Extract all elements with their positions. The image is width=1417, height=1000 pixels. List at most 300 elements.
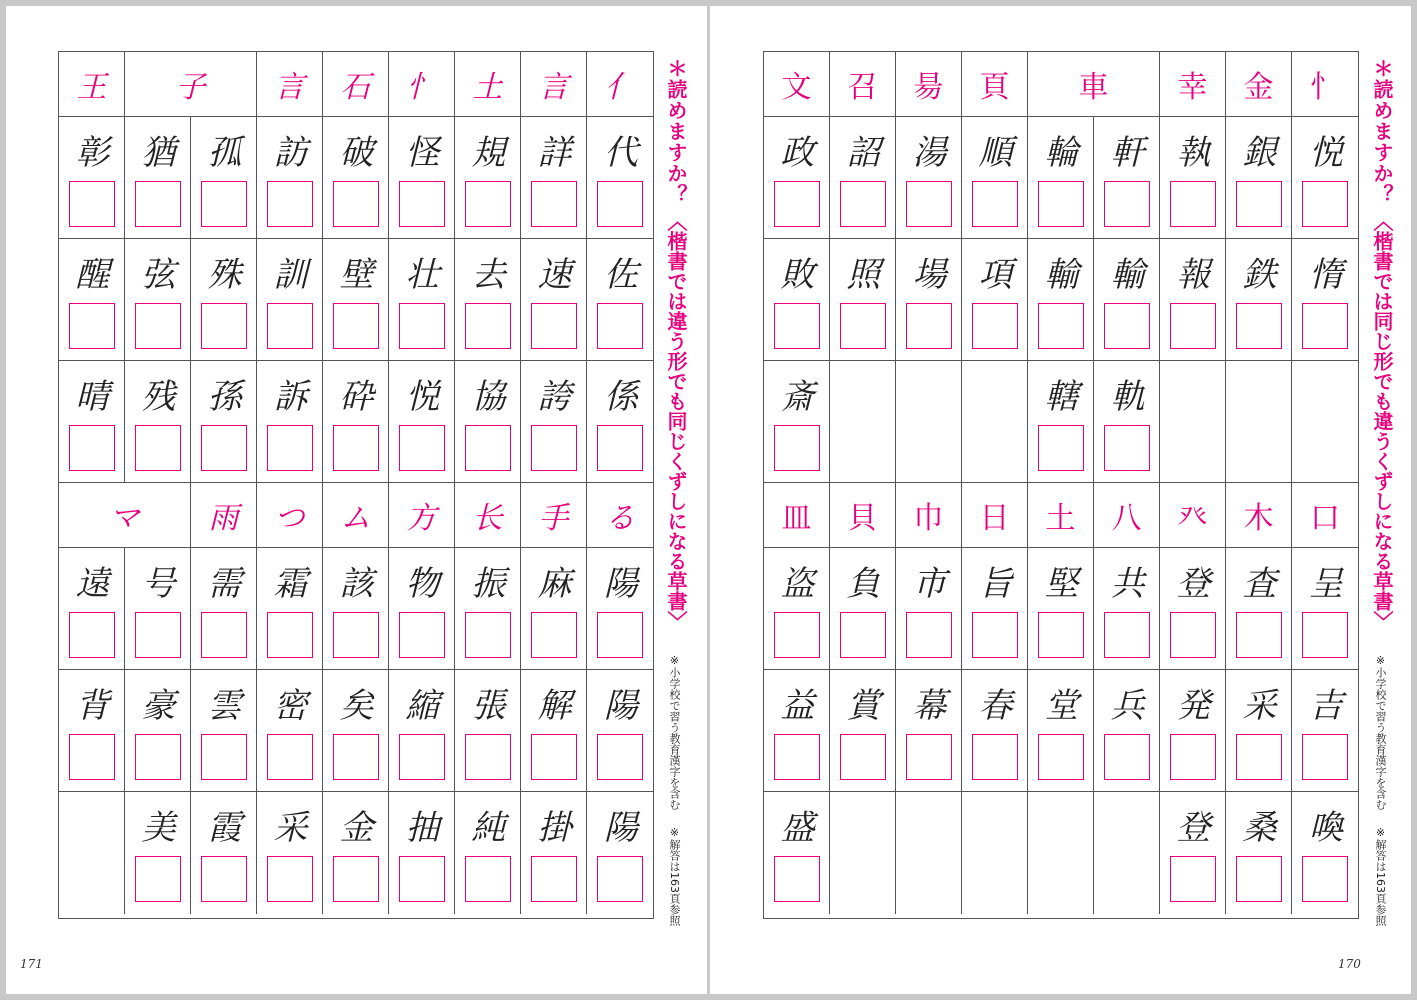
practice-cell	[191, 792, 257, 914]
answer-box[interactable]	[906, 734, 952, 780]
radical-header: 巾	[896, 483, 962, 548]
answer-box[interactable]	[1302, 612, 1348, 658]
practice-cell	[257, 792, 323, 914]
practice-cell	[521, 361, 587, 483]
practice-cell	[1292, 361, 1358, 483]
sosho-character: 幕	[912, 686, 945, 726]
practice-cell	[257, 548, 323, 670]
sosho-character: 鉄	[1242, 255, 1275, 295]
answer-box[interactable]	[1236, 734, 1282, 780]
answer-box[interactable]	[597, 425, 643, 471]
practice-cell	[323, 117, 389, 239]
practice-cell	[323, 548, 389, 670]
answer-box[interactable]	[1302, 181, 1348, 227]
practice-cell	[764, 239, 830, 361]
answer-box[interactable]	[1038, 734, 1084, 780]
practice-cell	[455, 792, 521, 914]
practice-cell	[389, 548, 455, 670]
sosho-character: 詔	[846, 133, 879, 173]
sosho-character: 該	[339, 564, 372, 604]
sosho-character: 陽	[604, 808, 636, 848]
sosho-character: 殊	[207, 255, 240, 295]
practice-cell	[521, 548, 587, 670]
practice-cell	[1292, 670, 1358, 792]
sosho-character: 項	[978, 255, 1011, 295]
practice-cell	[1028, 239, 1094, 361]
sosho-character: 協	[471, 377, 504, 417]
sosho-character: 采	[273, 808, 306, 848]
practice-cell	[1094, 792, 1160, 914]
answer-box[interactable]	[1236, 181, 1282, 227]
answer-box[interactable]	[774, 856, 820, 902]
right-page	[710, 6, 1411, 994]
practice-cell	[323, 361, 389, 483]
answer-box[interactable]	[531, 303, 577, 349]
radical-header: 方	[389, 483, 455, 548]
answer-box[interactable]	[267, 856, 313, 902]
practice-cell	[1226, 117, 1292, 239]
sosho-character: 孤	[207, 133, 240, 173]
sosho-character: 猶	[141, 133, 174, 173]
answer-box[interactable]	[201, 612, 247, 658]
sosho-character: 吉	[1309, 686, 1341, 726]
sosho-character: 兵	[1110, 686, 1143, 726]
practice-cell	[1226, 792, 1292, 914]
answer-box[interactable]	[1038, 612, 1084, 658]
answer-box[interactable]	[399, 303, 445, 349]
answer-box[interactable]	[465, 425, 511, 471]
radical-header: 王	[59, 52, 125, 117]
sosho-character: 輸	[1044, 255, 1077, 295]
sosho-character: 張	[471, 686, 504, 726]
sosho-character: 斎	[780, 377, 813, 417]
radical-header: 召	[830, 52, 896, 117]
practice-cell	[125, 239, 191, 361]
answer-box[interactable]	[840, 612, 886, 658]
sosho-character: 怪	[405, 133, 438, 173]
sosho-character: 軌	[1110, 377, 1143, 417]
sosho-character: 需	[207, 564, 240, 604]
sosho-character: 益	[780, 686, 813, 726]
practice-cell	[125, 117, 191, 239]
sosho-character: 背	[75, 686, 108, 726]
sosho-character: 純	[471, 808, 504, 848]
answer-box[interactable]	[1104, 303, 1150, 349]
answer-box[interactable]	[1170, 303, 1216, 349]
answer-box[interactable]	[1038, 303, 1084, 349]
answer-box[interactable]	[1236, 612, 1282, 658]
answer-box[interactable]	[531, 181, 577, 227]
answer-box[interactable]	[1104, 734, 1150, 780]
sosho-character: 銀	[1242, 133, 1275, 173]
radical-header: 雨	[191, 483, 257, 548]
radical-header: 車	[1028, 52, 1160, 117]
practice-cell	[323, 670, 389, 792]
sosho-character: 矣	[339, 686, 372, 726]
sosho-character: 壁	[339, 255, 372, 295]
sosho-character: 軒	[1110, 133, 1143, 173]
sosho-character: 共	[1110, 564, 1143, 604]
sosho-character: 訓	[273, 255, 306, 295]
answer-box[interactable]	[465, 181, 511, 227]
sosho-character: 登	[1176, 808, 1209, 848]
practice-cell	[764, 548, 830, 670]
practice-cell	[1028, 117, 1094, 239]
practice-cell	[896, 670, 962, 792]
answer-box[interactable]	[201, 303, 247, 349]
practice-cell	[389, 670, 455, 792]
practice-cell	[1094, 239, 1160, 361]
answer-box[interactable]	[69, 734, 115, 780]
sosho-character: 旨	[978, 564, 1011, 604]
answer-box[interactable]	[465, 303, 511, 349]
answer-box[interactable]	[972, 303, 1018, 349]
practice-cell	[455, 361, 521, 483]
practice-cell	[521, 792, 587, 914]
sosho-character: 陽	[604, 686, 636, 726]
answer-box[interactable]	[774, 425, 820, 471]
sosho-character: 堂	[1044, 686, 1077, 726]
answer-box[interactable]	[201, 734, 247, 780]
radical-header: 言	[521, 52, 587, 117]
practice-cell	[1094, 361, 1160, 483]
sosho-character: 賞	[846, 686, 879, 726]
practice-cell	[896, 548, 962, 670]
answer-box[interactable]	[1104, 181, 1150, 227]
answer-box[interactable]	[1236, 303, 1282, 349]
practice-cell	[191, 117, 257, 239]
practice-cell	[830, 670, 896, 792]
radical-header: 土	[1028, 483, 1094, 548]
practice-cell	[455, 670, 521, 792]
answer-box[interactable]	[399, 181, 445, 227]
practice-cell	[125, 792, 191, 914]
practice-cell	[389, 792, 455, 914]
radical-header: 石	[323, 52, 389, 117]
sosho-character: 詳	[537, 133, 570, 173]
answer-box[interactable]	[135, 425, 181, 471]
answer-box[interactable]	[906, 181, 952, 227]
practice-cell	[389, 239, 455, 361]
answer-box[interactable]	[774, 303, 820, 349]
answer-box[interactable]	[531, 425, 577, 471]
sosho-character: 執	[1176, 133, 1209, 173]
sosho-character: 誇	[537, 377, 570, 417]
practice-cell	[389, 361, 455, 483]
sosho-character: 壮	[405, 255, 438, 295]
radical-header: 頁	[962, 52, 1028, 117]
sosho-character: 堅	[1044, 564, 1077, 604]
answer-box[interactable]	[906, 303, 952, 349]
radical-header: 长	[455, 483, 521, 548]
sosho-character: 物	[405, 564, 438, 604]
practice-cell	[1292, 548, 1358, 670]
sosho-character: 雲	[207, 686, 240, 726]
sosho-character: 訴	[273, 377, 306, 417]
answer-box[interactable]	[267, 181, 313, 227]
answer-box[interactable]	[774, 612, 820, 658]
practice-cell	[1028, 792, 1094, 914]
answer-box[interactable]	[465, 612, 511, 658]
practice-cell	[125, 361, 191, 483]
radical-header: 忄	[389, 52, 455, 117]
practice-cell	[896, 117, 962, 239]
sosho-character: 霜	[273, 564, 306, 604]
radical-header: 亻	[587, 52, 653, 117]
answer-box[interactable]	[597, 734, 643, 780]
sosho-character: 豪	[141, 686, 174, 726]
practice-cell	[962, 670, 1028, 792]
radical-header: 昜	[896, 52, 962, 117]
sosho-character: 照	[846, 255, 879, 295]
sosho-character: 号	[141, 564, 174, 604]
answer-box[interactable]	[267, 612, 313, 658]
practice-cell	[830, 548, 896, 670]
answer-box[interactable]	[1170, 734, 1216, 780]
answer-box[interactable]	[1104, 425, 1150, 471]
practice-cell	[1028, 670, 1094, 792]
practice-cell	[1292, 117, 1358, 239]
practice-cell	[764, 361, 830, 483]
right-side-title: ＊読めますか？	[1370, 58, 1394, 205]
practice-cell	[191, 670, 257, 792]
sosho-character: 美	[141, 808, 174, 848]
answer-box[interactable]	[267, 425, 313, 471]
practice-cell	[587, 117, 653, 239]
radical-header: 木	[1226, 483, 1292, 548]
sosho-character: 湯	[912, 133, 945, 173]
practice-cell	[125, 548, 191, 670]
answer-box[interactable]	[1038, 425, 1084, 471]
practice-cell	[587, 548, 653, 670]
answer-box[interactable]	[597, 181, 643, 227]
sosho-character: 春	[978, 686, 1011, 726]
sosho-character: 政	[780, 133, 813, 173]
sosho-character: 砕	[339, 377, 372, 417]
sosho-character: 輪	[1044, 133, 1077, 173]
practice-cell	[1160, 239, 1226, 361]
practice-cell	[587, 670, 653, 792]
practice-cell	[257, 670, 323, 792]
sosho-character: 盛	[780, 808, 813, 848]
answer-box[interactable]	[135, 612, 181, 658]
radical-header: ム	[323, 483, 389, 548]
sosho-character: 抽	[405, 808, 438, 848]
practice-cell	[389, 117, 455, 239]
practice-cell	[830, 792, 896, 914]
answer-box[interactable]	[1236, 856, 1282, 902]
answer-box[interactable]	[531, 856, 577, 902]
answer-box[interactable]	[135, 303, 181, 349]
left-side-note-1: ※小学校で習う教育漢字を含む	[668, 654, 681, 810]
answer-box[interactable]	[1038, 181, 1084, 227]
answer-box[interactable]	[1302, 856, 1348, 902]
practice-cell	[257, 117, 323, 239]
sosho-character: 佐	[604, 255, 636, 295]
sosho-character: 掛	[537, 808, 570, 848]
sosho-character: 密	[273, 686, 306, 726]
practice-cell	[59, 792, 125, 914]
answer-box[interactable]	[1104, 612, 1150, 658]
sosho-character: 陽	[604, 564, 636, 604]
practice-cell	[587, 239, 653, 361]
answer-box[interactable]	[597, 856, 643, 902]
sosho-character: 弦	[141, 255, 174, 295]
radical-header: 口	[1292, 483, 1358, 548]
answer-box[interactable]	[399, 425, 445, 471]
sosho-character: 轄	[1044, 377, 1077, 417]
answer-box[interactable]	[840, 303, 886, 349]
sosho-character: 査	[1242, 564, 1275, 604]
answer-box[interactable]	[267, 734, 313, 780]
answer-box[interactable]	[840, 181, 886, 227]
answer-box[interactable]	[69, 425, 115, 471]
sosho-character: 盗	[780, 564, 813, 604]
answer-box[interactable]	[1170, 181, 1216, 227]
answer-box[interactable]	[465, 856, 511, 902]
sosho-character: 遠	[75, 564, 108, 604]
sosho-character: 市	[912, 564, 945, 604]
practice-cell	[962, 548, 1028, 670]
left-side-subtitle: 〈楷書では違う形でも同じくずしになる草書〉	[664, 211, 688, 631]
sosho-character: 登	[1176, 564, 1209, 604]
radical-header: つ	[257, 483, 323, 548]
practice-cell	[323, 792, 389, 914]
practice-cell	[59, 117, 125, 239]
practice-cell	[1094, 548, 1160, 670]
practice-cell	[521, 239, 587, 361]
answer-box[interactable]	[1170, 856, 1216, 902]
answer-box[interactable]	[597, 612, 643, 658]
answer-box[interactable]	[333, 303, 379, 349]
answer-box[interactable]	[465, 734, 511, 780]
sosho-character: 喚	[1309, 808, 1341, 848]
radical-header: 日	[962, 483, 1028, 548]
page-number: 171	[20, 957, 43, 971]
answer-box[interactable]	[69, 612, 115, 658]
sosho-character: 速	[537, 255, 570, 295]
radical-header: 八	[1094, 483, 1160, 548]
answer-box[interactable]	[399, 734, 445, 780]
practice-cell	[455, 548, 521, 670]
answer-box[interactable]	[69, 303, 115, 349]
answer-box[interactable]	[201, 856, 247, 902]
radical-header: 皿	[764, 483, 830, 548]
practice-cell	[1160, 117, 1226, 239]
radical-header: 手	[521, 483, 587, 548]
practice-cell	[1292, 239, 1358, 361]
practice-cell	[830, 361, 896, 483]
practice-cell	[455, 239, 521, 361]
sosho-character: 去	[471, 255, 504, 295]
answer-box[interactable]	[201, 181, 247, 227]
answer-box[interactable]	[840, 734, 886, 780]
answer-box[interactable]	[201, 425, 247, 471]
sosho-character: 輸	[1110, 255, 1143, 295]
sosho-character: 代	[604, 133, 636, 173]
practice-cell	[257, 239, 323, 361]
answer-box[interactable]	[1302, 734, 1348, 780]
sosho-character: 晴	[75, 377, 108, 417]
practice-cell	[764, 792, 830, 914]
practice-cell	[830, 239, 896, 361]
answer-box[interactable]	[906, 612, 952, 658]
practice-cell	[59, 361, 125, 483]
answer-box[interactable]	[972, 734, 1018, 780]
practice-cell	[455, 117, 521, 239]
practice-cell	[1028, 361, 1094, 483]
sosho-character: 桑	[1242, 808, 1275, 848]
answer-box[interactable]	[333, 856, 379, 902]
answer-box[interactable]	[135, 181, 181, 227]
practice-cell	[587, 792, 653, 914]
sosho-character: 規	[471, 133, 504, 173]
sosho-character: 敗	[780, 255, 813, 295]
sosho-character: 悦	[1309, 133, 1341, 173]
answer-box[interactable]	[774, 734, 820, 780]
answer-box[interactable]	[972, 612, 1018, 658]
answer-box[interactable]	[333, 425, 379, 471]
practice-cell	[1226, 361, 1292, 483]
right-side-note-1: ※小学校で習う教育漢字を含む	[1374, 654, 1387, 810]
radical-header: 文	[764, 52, 830, 117]
answer-box[interactable]	[135, 734, 181, 780]
sosho-character: 負	[846, 564, 879, 604]
radical-header: マ	[59, 483, 191, 548]
practice-cell	[191, 548, 257, 670]
sosho-character: 振	[471, 564, 504, 604]
answer-box[interactable]	[399, 856, 445, 902]
practice-cell	[1292, 792, 1358, 914]
answer-box[interactable]	[267, 303, 313, 349]
answer-box[interactable]	[531, 734, 577, 780]
answer-box[interactable]	[531, 612, 577, 658]
practice-cell	[896, 239, 962, 361]
answer-box[interactable]	[399, 612, 445, 658]
practice-cell	[521, 670, 587, 792]
practice-cell	[257, 361, 323, 483]
answer-box[interactable]	[135, 856, 181, 902]
sosho-character: 縮	[405, 686, 438, 726]
answer-box[interactable]	[333, 181, 379, 227]
answer-box[interactable]	[333, 612, 379, 658]
answer-box[interactable]	[333, 734, 379, 780]
sosho-character: 破	[339, 133, 372, 173]
answer-box[interactable]	[1170, 612, 1216, 658]
answer-box[interactable]	[1302, 303, 1348, 349]
sosho-character: 金	[339, 808, 372, 848]
answer-box[interactable]	[69, 181, 115, 227]
answer-box[interactable]	[972, 181, 1018, 227]
sosho-character: 呈	[1309, 564, 1341, 604]
practice-cell	[764, 117, 830, 239]
right-side-subtitle: 〈楷書では同じ形でも違うくずしになる草書〉	[1370, 211, 1394, 631]
answer-box[interactable]	[774, 181, 820, 227]
radical-header: 言	[257, 52, 323, 117]
page-number: 170	[1338, 957, 1361, 971]
practice-cell	[1226, 239, 1292, 361]
right-side-note-2: ※解答は163頁参照	[1374, 826, 1387, 926]
answer-box[interactable]	[597, 303, 643, 349]
sosho-character: 解	[537, 686, 570, 726]
left-practice-grid	[58, 51, 654, 919]
sosho-character: 彰	[75, 133, 108, 173]
left-side-note-2: ※解答は163頁参照	[668, 826, 681, 926]
practice-cell	[962, 239, 1028, 361]
radical-header: 癶	[1160, 483, 1226, 548]
practice-cell	[125, 670, 191, 792]
sosho-character: 麻	[537, 564, 570, 604]
